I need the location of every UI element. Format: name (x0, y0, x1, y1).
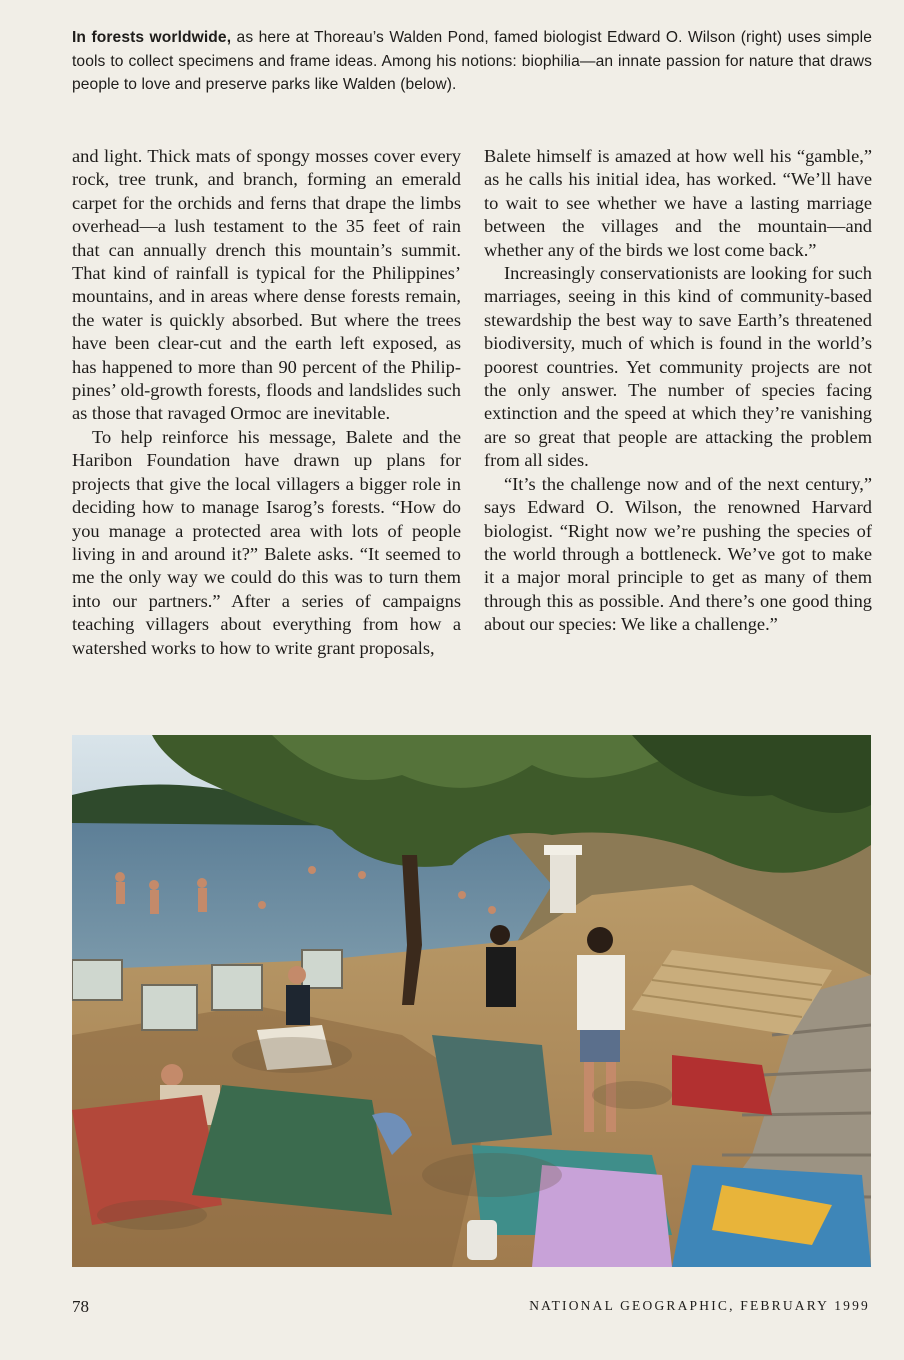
paragraph-right-3: “It’s the challenge now and of the next century,” says Edward O. Wilson, the renowned Harvard biologist. “Right now we’re pushing the species of the world through a bottleneck. We’ve got to make it a major moral principle to get as many of them through this as possible. And there’s one good thing about our species: We like a challenge.” (484, 473, 872, 635)
walden-pond-beach-photo (72, 735, 871, 1267)
article-column-right (484, 145, 872, 637)
page-number: 78 (72, 1297, 89, 1316)
article-column-left (72, 145, 461, 660)
paragraph-right-2: Increasingly conservationists are looking for such marriages, seeing in this kind of community-based stewardship the best way to save Earth’s threatened biodiversity, much of which is found in the world’s poorest countries. Yet community projects are not the only answer. The number of species facing extinction and the speed at which they’re vanishing are so great that people are attacking the problem from all sides. (484, 263, 872, 471)
paragraph-left-2: To help reinforce his message, Balete and the Haribon Foundation have drawn up plans for projects that give the local villagers a bigger role in deciding how to manage Isarog’s forests. “How do you manage a protected area with lots of people living in and around it?” Balete asks. “It seemed to me the only way we could do this was to turn them into our partners.” After a series of campaigns teaching villagers about everything from how a watershed works to how to write grant proposals, (72, 426, 461, 658)
paragraph-left-1: and light. Thick mats of spongy mosses cover every rock, tree trunk, and branch, forming an emerald carpet for the orchids and ferns that drape the limbs overhead—a lush testament to the 35 feet of rain that can annually drench this mountain’s summit. That kind of rainfall is typical for the Philippines’ mountains, and in areas where dense forests remain, the water is quickly absorbed. But where the trees have been clear-cut and the earth left exposed, as has happened to more than 90 percent of the Philippines’ old-growth forests, floods and landslides such as those that ravaged Ormoc are inevitable. (72, 146, 461, 424)
running-foot: NATIONAL GEOGRAPHIC, FEBRUARY 1999 (529, 1298, 870, 1313)
caption-text: as here at Thoreau’s Walden Pond, famed biologist Edward O. Wilson (right) uses simple tools to collect specimens and frame ideas. Among his notions: biophilia—an innate passion for nature that draws people to love and preserve parks like Walden (below). (72, 29, 872, 93)
paragraph-right-1: Balete himself is amazed at how well his “gamble,” as he calls his initial idea, has worked. “We’ll have to wait to see whether we have a lasting marriage between the villages and the mountain—and whether any of the birds we lost come back.” (484, 146, 872, 260)
photo-caption (72, 26, 872, 97)
caption-lead: In forests worldwide, (72, 29, 232, 46)
